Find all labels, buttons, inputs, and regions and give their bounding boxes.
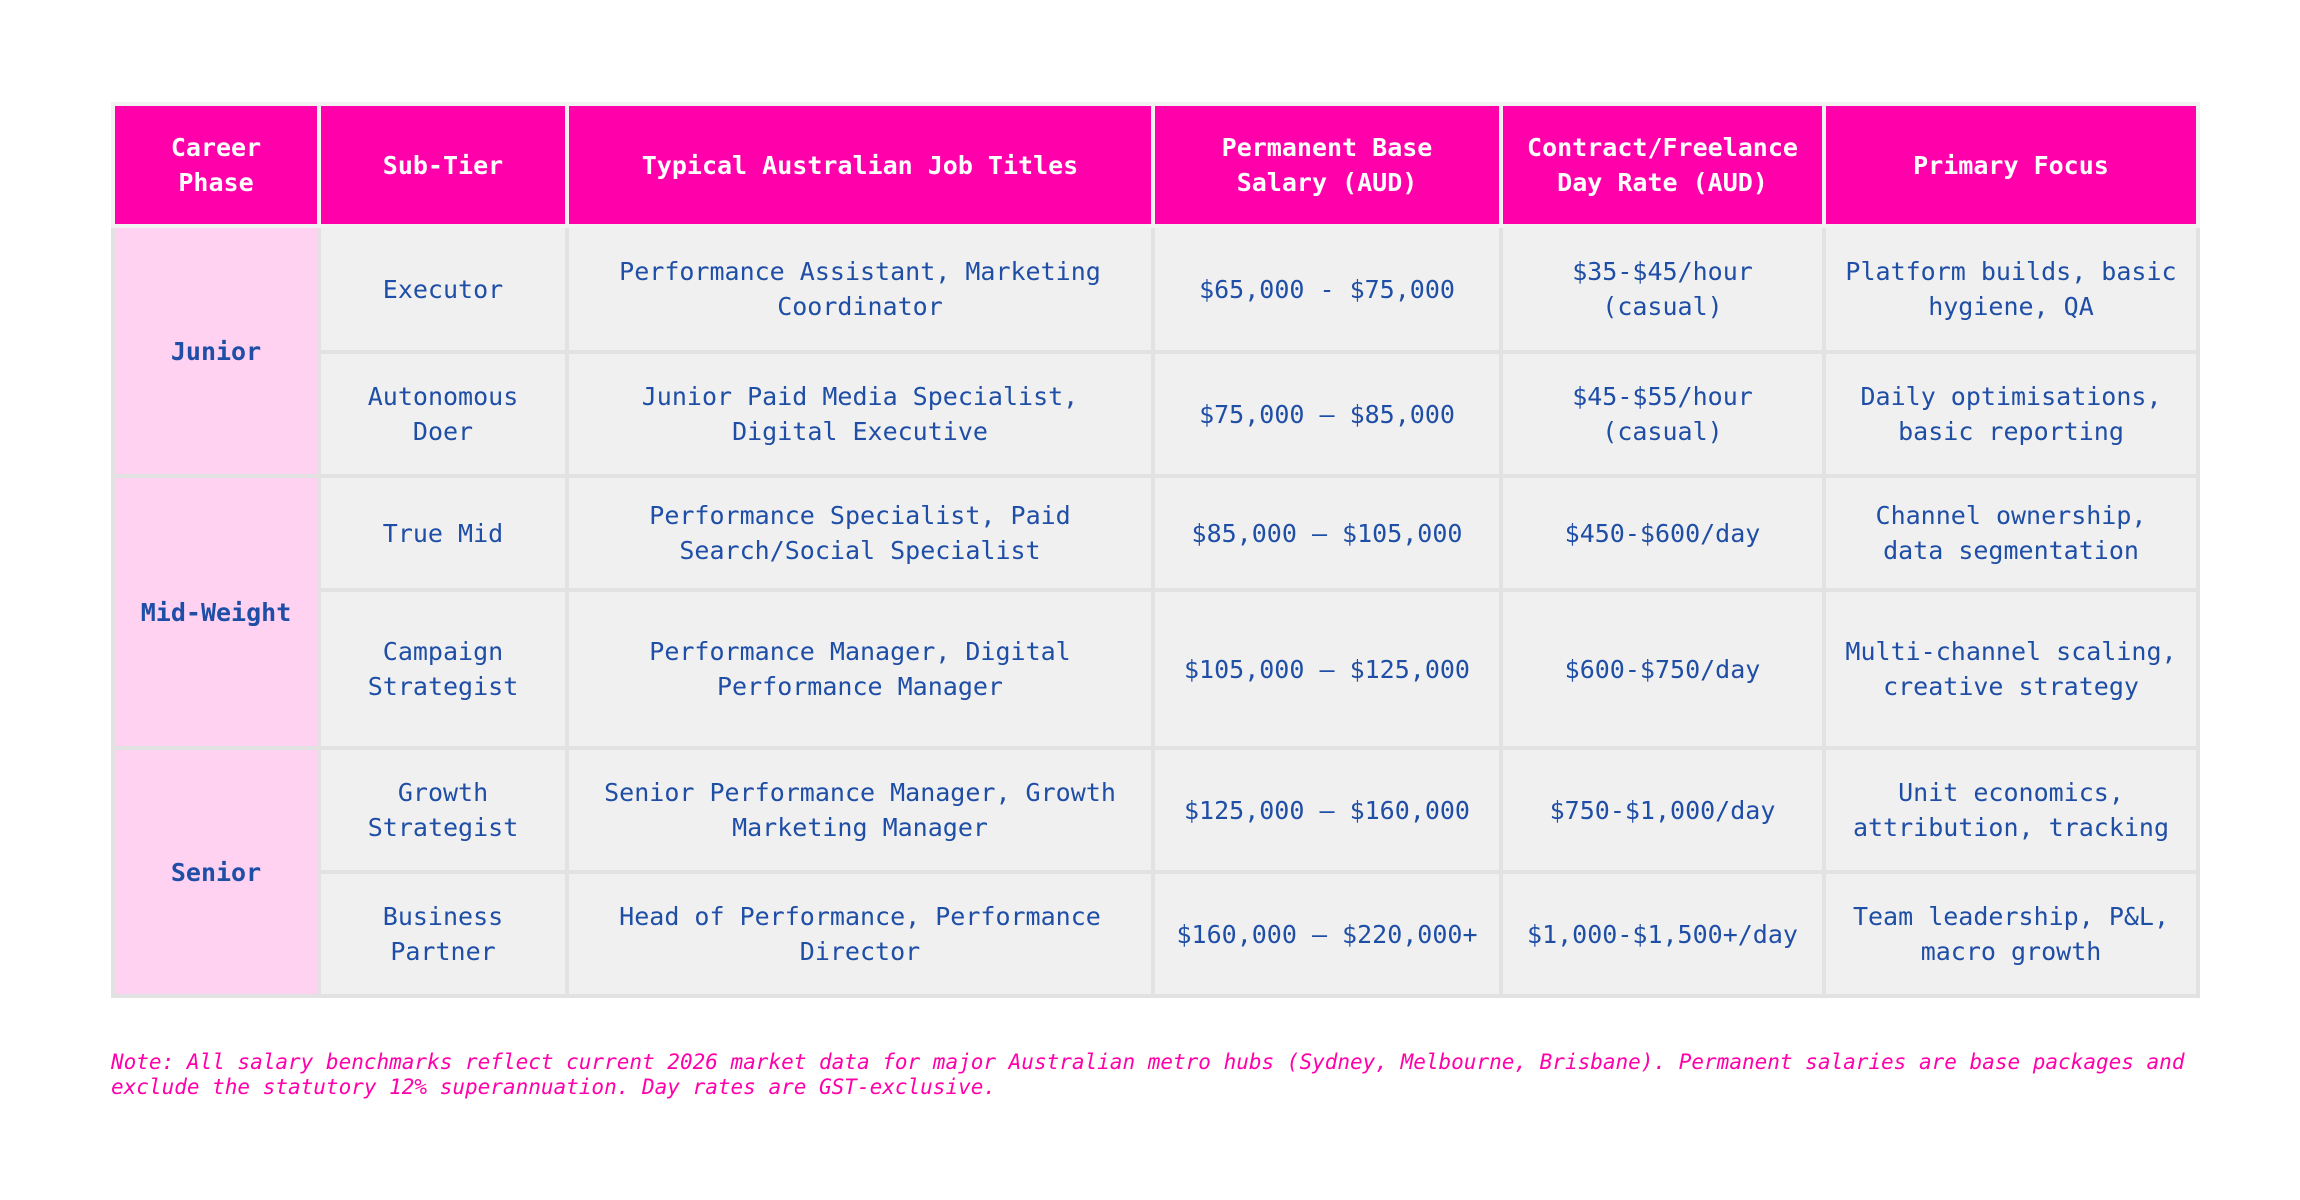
- table-row: [113, 352, 2198, 476]
- header-primary-focus: Primary Focus: [1824, 104, 2198, 226]
- header-base-salary: Permanent Base Salary (AUD): [1153, 104, 1501, 226]
- header-career-phase: Career Phase: [113, 104, 319, 226]
- job-titles-cell: Performance Assistant, Marketing Coordinator: [567, 226, 1153, 352]
- job-titles-cell: Junior Paid Media Specialist, Digital Executive: [567, 352, 1153, 476]
- sub-tier-cell: Autonomous Doer: [319, 352, 567, 476]
- focus-cell: Unit economics, attribution, tracking: [1824, 748, 2198, 872]
- salary-cell: $125,000 – $160,000: [1153, 748, 1501, 872]
- job-titles-cell: Performance Specialist, Paid Search/Social Specialist: [567, 476, 1153, 590]
- table-row: [113, 476, 2198, 590]
- header-day-rate: Contract/Freelance Day Rate (AUD): [1501, 104, 1824, 226]
- job-titles-cell: Head of Performance, Performance Director: [567, 872, 1153, 996]
- day-rate-cell: $450-$600/day: [1501, 476, 1824, 590]
- day-rate-cell: $1,000-$1,500+/day: [1501, 872, 1824, 996]
- phase-cell-junior: Junior: [113, 226, 319, 476]
- header-sub-tier: Sub-Tier: [319, 104, 567, 226]
- salary-cell: $65,000 - $75,000: [1153, 226, 1501, 352]
- phase-cell-senior: Senior: [113, 748, 319, 996]
- salary-cell: $105,000 – $125,000: [1153, 590, 1501, 748]
- salary-cell: $75,000 – $85,000: [1153, 352, 1501, 476]
- focus-cell: Platform builds, basic hygiene, QA: [1824, 226, 2198, 352]
- table-row: [113, 872, 2198, 996]
- salary-table-container: [111, 102, 2196, 998]
- table-row: [113, 590, 2198, 748]
- header-row: [113, 104, 2198, 226]
- salary-table: [111, 102, 2200, 998]
- job-titles-cell: Performance Manager, Digital Performance Manager: [567, 590, 1153, 748]
- day-rate-cell: $750-$1,000/day: [1501, 748, 1824, 872]
- sub-tier-cell: Growth Strategist: [319, 748, 567, 872]
- sub-tier-cell: Campaign Strategist: [319, 590, 567, 748]
- job-titles-cell: Senior Performance Manager, Growth Marketing Manager: [567, 748, 1153, 872]
- salary-cell: $85,000 – $105,000: [1153, 476, 1501, 590]
- focus-cell: Channel ownership, data segmentation: [1824, 476, 2198, 590]
- sub-tier-cell: Business Partner: [319, 872, 567, 996]
- footnote: Note: All salary benchmarks reflect current 2026 market data for major Australian metro hubs (Sydney, Melbourne, Brisbane). Permanent salaries are base packages and exclude the statutory 12% superannuation. Day rates are GST-exclusive.: [111, 1050, 2185, 1099]
- phase-cell-mid-weight: Mid-Weight: [113, 476, 319, 748]
- salary-cell: $160,000 – $220,000+: [1153, 872, 1501, 996]
- sub-tier-cell: True Mid: [319, 476, 567, 590]
- table-row: [113, 226, 2198, 352]
- focus-cell: Team leadership, P&L, macro growth: [1824, 872, 2198, 996]
- day-rate-cell: $45-$55/hour (casual): [1501, 352, 1824, 476]
- focus-cell: Daily optimisations, basic reporting: [1824, 352, 2198, 476]
- sub-tier-cell: Executor: [319, 226, 567, 352]
- table-row: [113, 748, 2198, 872]
- focus-cell: Multi-channel scaling, creative strategy: [1824, 590, 2198, 748]
- day-rate-cell: $600-$750/day: [1501, 590, 1824, 748]
- day-rate-cell: $35-$45/hour (casual): [1501, 226, 1824, 352]
- header-job-titles: Typical Australian Job Titles: [567, 104, 1153, 226]
